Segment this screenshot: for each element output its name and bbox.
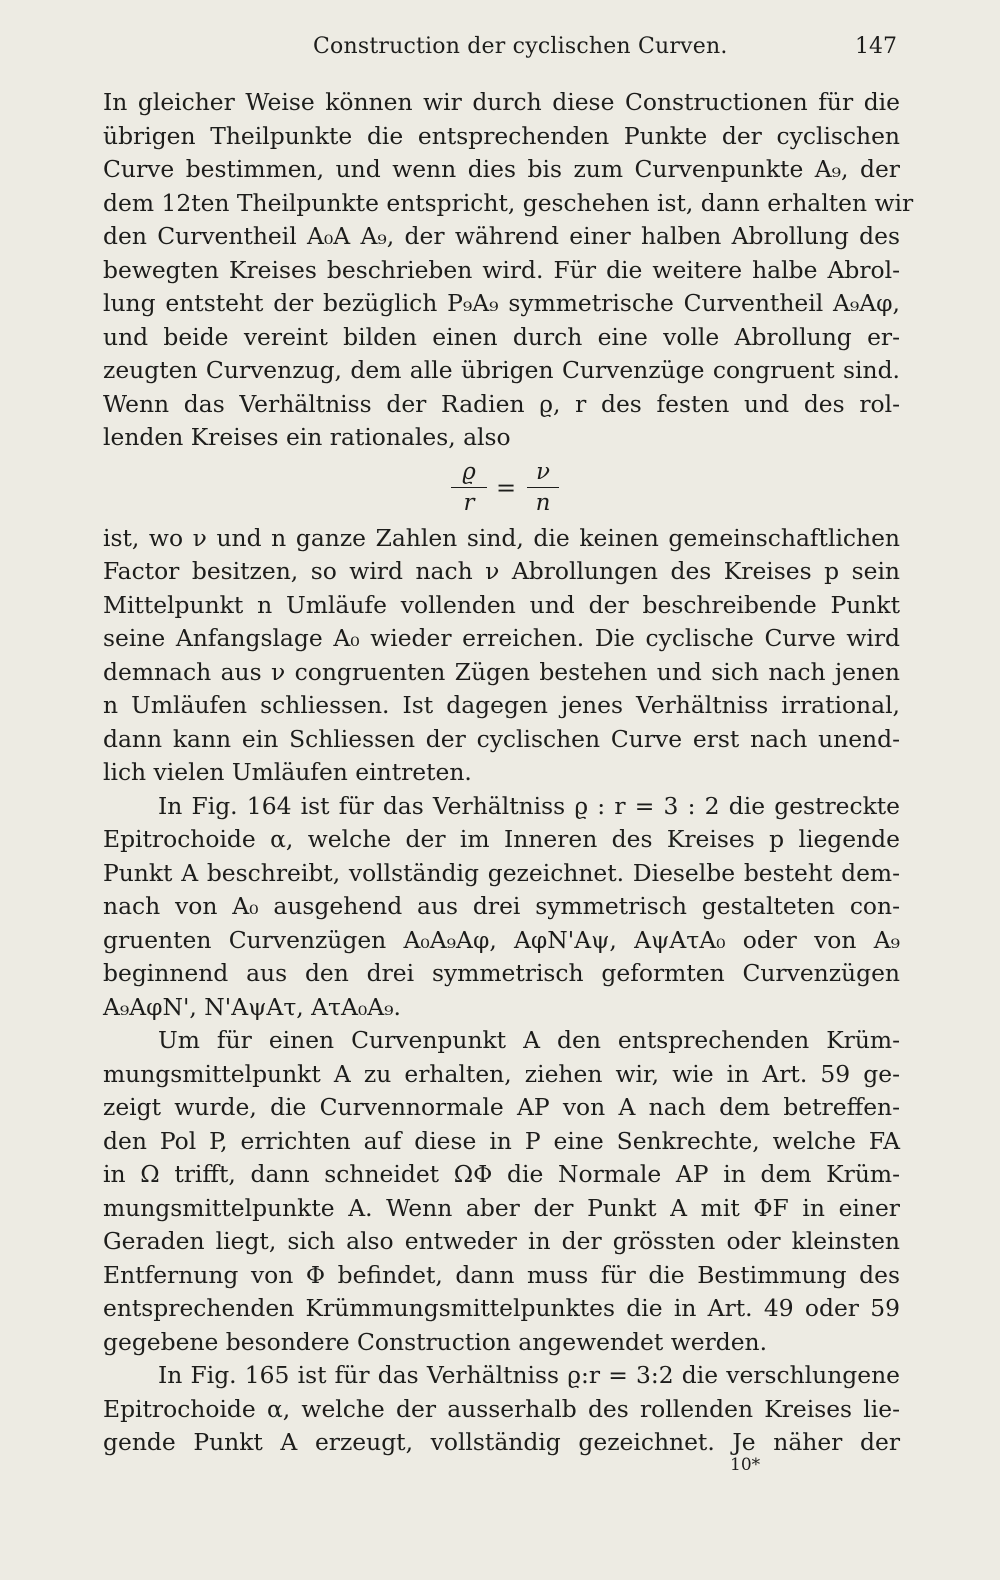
text-line: Um für einen Curvenpunkt A den entsprechenden Krüm- [158,1026,900,1054]
text-line: n Umläufen schliessen. Ist dagegen jenes Verhältniss irrational, [103,691,900,719]
page-body [103,86,914,1460]
text-line: beginnend aus den drei symmetrisch geformten Curvenzügen [103,959,900,987]
fraction-denominator: n [535,489,551,516]
text-line: gende Punkt A erzeugt, vollständig gezeichnet. Je näher der [103,1428,900,1456]
fraction-nu-over-n [527,457,559,518]
text-line: den Pol P, errichten auf diese in P eine Senkrechte, welche FA [103,1126,900,1155]
text-line: lich vielen Umläufen eintreten. [103,758,472,786]
paragraph-2 [103,790,900,1025]
text-line: gruenten Curvenzügen A₀A₉Aφ, AφN'Aψ, AψAτA₀ oder von A₉ [103,925,900,954]
running-head: Construction der cyclischen Curven. [313,34,728,59]
text-line: lenden Kreises ein rationales, also [103,423,511,451]
fraction-numerator: ϱ [451,457,487,488]
text-line: Factor besitzen, so wird nach ν Abrollungen des Kreises p sein [103,557,900,585]
paragraph-1-continued [103,522,900,790]
page-header [103,30,903,62]
text-line: demnach aus ν congruenten Zügen bestehen und sich nach jenen [103,657,900,686]
text-line: seine Anfangslage A₀ wieder erreichen. Die cyclische Curve wird [103,624,900,652]
text-line: und beide vereint bilden einen durch eine volle Abrollung er- [103,322,900,351]
paragraph-1 [103,86,914,455]
text-line: Punkt A beschreibt, vollständig gezeichnet. Dieselbe besteht dem- [103,858,900,887]
paragraph-3 [103,1024,900,1359]
text-line: entsprechenden Krümmungsmittelpunktes die in Art. 49 oder 59 [103,1294,900,1322]
text-line: dann kann ein Schliessen der cyclischen Curve erst nach unend- [103,724,900,753]
text-line: bewegten Kreises beschrieben wird. Für die weitere halbe Abrol- [103,255,900,284]
paragraph-4 [103,1359,900,1460]
fraction-denominator: r [463,489,475,516]
text-line: dem 12ten Theilpunkte entspricht, geschehen ist, dann erhalten wir [103,188,914,217]
text-line: Wenn das Verhältniss der Radien ϱ, r des festen und des rol- [103,389,900,418]
text-line: Epitrochoide α, welche der ausserhalb des rollenden Kreises lie- [103,1394,900,1423]
text-line: Mittelpunkt n Umläufe vollenden und der beschreibende Punkt [103,590,900,619]
fraction-numerator: ν [527,457,559,488]
ratio-formula [103,455,900,522]
text-line: A₉AφN', N'AψAτ, AτA₀A₉. [103,992,401,1021]
text-line: zeigt wurde, die Curvennormale AP von A nach dem betreffen- [103,1093,900,1121]
text-line: Epitrochoide α, welche der im Inneren des Kreises p liegende [103,825,900,853]
text-line: In Fig. 165 ist für das Verhältniss ϱ:r = 3:2 die verschlungene [158,1361,900,1389]
text-line: Curve bestimmen, und wenn dies bis zum Curvenpunkte A₉, der [103,155,900,183]
signature-mark: 10* [730,1455,761,1475]
text-line: Geraden liegt, sich also entweder in der grössten oder kleinsten [103,1227,900,1255]
text-line: nach von A₀ ausgehend aus drei symmetrisch gestalteten con- [103,892,900,920]
text-line: mungsmittelpunkte A. Wenn aber der Punkt A mit ΦF in einer [103,1193,900,1222]
text-line: in Ω trifft, dann schneidet ΩΦ die Normale AP in dem Krüm- [103,1160,900,1188]
text-line: zeugten Curvenzug, dem alle übrigen Curvenzüge congruent sind. [103,356,900,384]
text-line: gegebene besondere Construction angewendet werden. [103,1327,768,1356]
text-line: In gleicher Weise können wir durch diese Constructionen für die [103,88,900,116]
text-line: mungsmittelpunkt A zu erhalten, ziehen wir, wie in Art. 59 ge- [103,1059,900,1088]
text-line: übrigen Theilpunkte die entsprechenden Punkte der cyclischen [103,121,900,150]
text-line: Entfernung von Φ befindet, dann muss für die Bestimmung des [103,1260,900,1289]
text-line: lung entsteht der bezüglich P₉A₉ symmetrische Curventheil A₉Aφ, [103,289,900,317]
text-line: ist, wo ν und n ganze Zahlen sind, die keinen gemeinschaftlichen [103,523,900,552]
page-number: 147 [855,34,897,59]
text-line: den Curventheil A₀A A₉, der während einer halben Abrollung des [103,222,900,250]
text-line: In Fig. 164 ist für das Verhältniss ϱ : r = 3 : 2 die gestreckte [158,791,900,820]
fraction-rho-over-r [451,457,487,518]
equals-sign: = [496,473,517,502]
